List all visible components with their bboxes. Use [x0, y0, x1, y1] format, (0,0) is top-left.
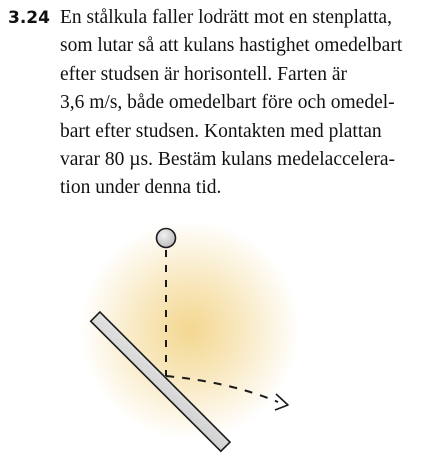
steel-ball	[157, 229, 176, 248]
problem-text-line: varar 80 µs. Bestäm kulans medelaccelera-	[60, 149, 396, 171]
problem-text	[60, 4, 432, 203]
problem-text-line: tion under denna tid.	[60, 177, 222, 199]
problem-text-line: 3,6 m/s, både omedelbart före och omedel-	[60, 92, 395, 114]
bounce-figure	[0, 200, 435, 459]
problem-text-line: efter studsen är horisontell. Farten är	[60, 63, 347, 85]
problem-text-line: bart efter studsen. Kontakten med plattan	[60, 120, 382, 142]
problem-text-line: En stålkula faller lodrätt mot en stenplatta,	[60, 7, 392, 28]
problem-text-line: som lutar så att kulans hastighet omedelbart	[60, 35, 403, 57]
problem-number: 3.24	[8, 8, 50, 28]
